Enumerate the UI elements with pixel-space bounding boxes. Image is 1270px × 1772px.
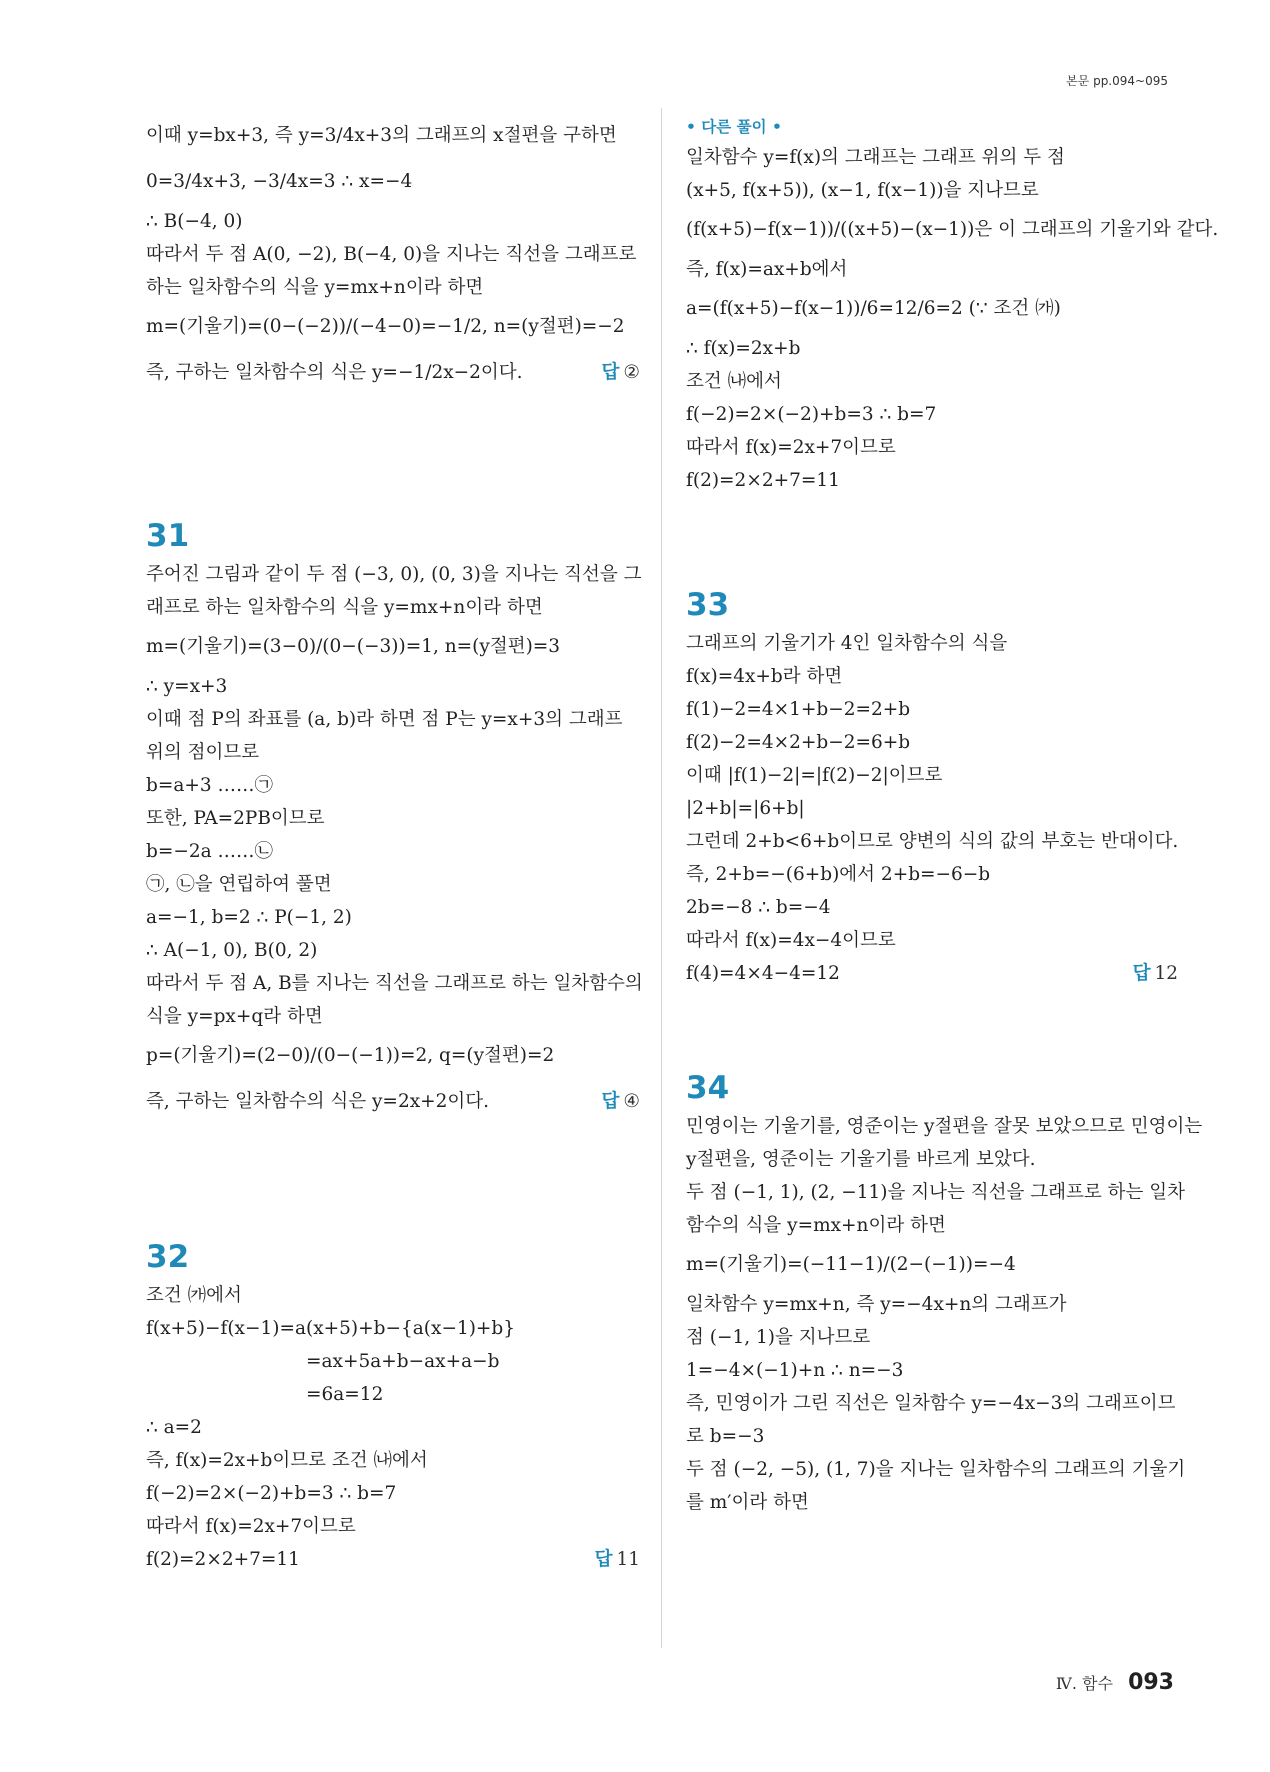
- left-column: [146, 113, 643, 1576]
- text-line: ∴ A(−1, 0), B(0, 2): [146, 940, 318, 961]
- text-line: a=−1, b=2 ∴ P(−1, 2): [146, 907, 352, 928]
- text-line: 또한, PA=2PB이므로: [146, 808, 325, 829]
- answer-line: [146, 1543, 640, 1576]
- text-line: f(2)−2=4×2+b−2=6+b: [686, 732, 911, 753]
- text-line: 두 점 (−2, −5), (1, 7)을 지나는 일차함수의 그래프의 기울기: [686, 1459, 1186, 1480]
- text-line: 일차함수 y=mx+n, 즉 y=−4x+n의 그래프가: [686, 1294, 1067, 1315]
- text-line: 따라서 f(x)=4x−4이므로: [686, 930, 896, 951]
- text-line: 이때 |f(1)−2|=|f(2)−2|이므로: [686, 765, 943, 786]
- text-line: f(4)=4×4−4=12: [686, 963, 840, 984]
- problem-number-33: 33: [686, 587, 730, 623]
- text-line: 식을 y=px+q라 하면: [146, 1006, 323, 1027]
- text-line: b=a+3 ……㉠: [146, 775, 274, 796]
- text-line: 1=−4×(−1)+n ∴ n=−3: [686, 1360, 904, 1381]
- text-line: f(x)=4x+b라 하면: [686, 666, 843, 687]
- text-line: 즉, 구하는 일차함수의 식은 y=2x+2이다.: [146, 1091, 490, 1112]
- problem-number-32: 32: [146, 1239, 190, 1275]
- answer-mark: 답 12: [1132, 963, 1178, 984]
- text-line: 두 점 (−1, 1), (2, −11)을 지나는 직선을 그래프로 하는 일차: [686, 1182, 1185, 1203]
- page-footer: [1056, 1668, 1174, 1698]
- text-line: 즉, 민영이가 그린 직선은 일차함수 y=−4x−3의 그래프이므: [686, 1393, 1176, 1414]
- text-line: f(2)=2×2+7=11: [146, 1549, 300, 1570]
- answer-mark: 답 ②: [601, 362, 640, 383]
- text-line: 따라서 두 점 A(0, −2), B(−4, 0)을 지나는 직선을 그래프로: [146, 244, 637, 265]
- text-line: (x+5, f(x+5)), (x−1, f(x−1))을 지나므로: [686, 180, 1039, 201]
- problem-number-34: 34: [686, 1070, 730, 1106]
- alternative-solution-heading: • 다른 풀이 •: [686, 118, 782, 136]
- text-line: 즉, f(x)=ax+b에서: [686, 259, 848, 280]
- equation-line: m=(기울기)=(3−0)/(0−(−3))=1, n=(y절편)=3: [146, 636, 561, 657]
- text-line: 로 b=−3: [686, 1426, 765, 1447]
- text-line: 조건 ㈏에서: [686, 371, 782, 392]
- text-line: y절편을, 영준이는 기울기를 바르게 보았다.: [686, 1149, 1036, 1170]
- text-line: f(2)=2×2+7=11: [686, 470, 840, 491]
- text-line: 주어진 그림과 같이 두 점 (−3, 0), (0, 3)을 지나는 직선을 그: [146, 564, 642, 585]
- text-line: 따라서 f(x)=2x+7이므로: [686, 437, 896, 458]
- text-line: ∴ B(−4, 0): [146, 211, 243, 232]
- text-line: ∴ y=x+3: [146, 676, 228, 697]
- section-label: Ⅳ. 함수: [1055, 1674, 1113, 1693]
- column-divider: [661, 108, 662, 1648]
- text-line: 이때 점 P의 좌표를 (a, b)라 하면 점 P는 y=x+3의 그래프: [146, 709, 623, 730]
- text-line: 따라서 두 점 A, B를 지나는 직선을 그래프로 하는 일차함수의: [146, 973, 643, 994]
- text-line: 그런데 2+b<6+b이므로 양변의 식의 값의 부호는 반대이다.: [686, 831, 1179, 852]
- page-number: 093: [1128, 1670, 1174, 1695]
- text-line: 즉, f(x)=2x+b이므로 조건 ㈏에서: [146, 1450, 428, 1471]
- text-line: 함수의 식을 y=mx+n이라 하면: [686, 1215, 946, 1236]
- answer-line: [146, 350, 640, 396]
- text-line: f(−2)=2×(−2)+b=3 ∴ b=7: [146, 1483, 397, 1504]
- text-line: 래프로 하는 일차함수의 식을 y=mx+n이라 하면: [146, 597, 543, 618]
- text-line: ∴ f(x)=2x+b: [686, 338, 801, 359]
- text-line: 를 m′이라 하면: [686, 1492, 809, 1513]
- answer-line: [146, 1079, 640, 1125]
- text-line: 그래프의 기울기가 4인 일차함수의 식을: [686, 633, 1008, 654]
- text-line: 일차함수 y=f(x)의 그래프는 그래프 위의 두 점: [686, 147, 1065, 168]
- text-line: f(−2)=2×(−2)+b=3 ∴ b=7: [686, 404, 937, 425]
- right-column: [686, 113, 1219, 1519]
- text-line: 조건 ㈎에서: [146, 1285, 242, 1306]
- text-line: b=−2a ……㉡: [146, 841, 274, 862]
- text-line: =ax+5a+b−ax+a−b: [306, 1351, 500, 1372]
- text-line: =6a=12: [306, 1384, 384, 1405]
- answer-mark: 답 11: [594, 1549, 640, 1570]
- text-line: 점 (−1, 1)을 지나므로: [686, 1327, 871, 1348]
- text-line: |2+b|=|6+b|: [686, 798, 805, 819]
- text-line: 즉, 구하는 일차함수의 식은 y=−1/2x−2이다.: [146, 362, 523, 383]
- text-line: 민영이는 기울기를, 영준이는 y절편을 잘못 보았으므로 민영이는: [686, 1116, 1203, 1137]
- equation-line: m=(기울기)=(0−(−2))/(−4−0)=−1/2, n=(y절편)=−2: [146, 316, 625, 337]
- equation-line: 0=3/4x+3, −3/4x=3 ∴ x=−4: [146, 171, 413, 192]
- equation-line: p=(기울기)=(2−0)/(0−(−1))=2, q=(y절편)=2: [146, 1045, 555, 1066]
- text-line: 2b=−8 ∴ b=−4: [686, 897, 831, 918]
- page-reference: 본문 pp.094~095: [1066, 74, 1168, 88]
- text-line: 따라서 f(x)=2x+7이므로: [146, 1516, 356, 1537]
- answer-line: [686, 957, 1178, 990]
- text-line: ㉠, ㉡을 연립하여 풀면: [146, 874, 332, 895]
- equation-line: (f(x+5)−f(x−1))/((x+5)−(x−1))은 이 그래프의 기울기와 같다.: [686, 219, 1219, 240]
- text-line: f(1)−2=4×1+b−2=2+b: [686, 699, 911, 720]
- text-line: 이때 y=bx+3, 즉 y=3/4x+3의 그래프의 x절편을 구하면: [146, 125, 617, 146]
- answer-mark: 답 ④: [601, 1091, 640, 1112]
- text-line: f(x+5)−f(x−1)=a(x+5)+b−{a(x−1)+b}: [146, 1318, 516, 1339]
- equation-line: m=(기울기)=(−11−1)/(2−(−1))=−4: [686, 1254, 1016, 1275]
- text-line: 하는 일차함수의 식을 y=mx+n이라 하면: [146, 277, 484, 298]
- text-line: 즉, 2+b=−(6+b)에서 2+b=−6−b: [686, 864, 991, 885]
- text-line: ∴ a=2: [146, 1417, 202, 1438]
- problem-number-31: 31: [146, 518, 190, 554]
- text-line: 위의 점이므로: [146, 742, 260, 763]
- equation-line: a=(f(x+5)−f(x−1))/6=12/6=2 (∵ 조건 ㈎): [686, 298, 1061, 319]
